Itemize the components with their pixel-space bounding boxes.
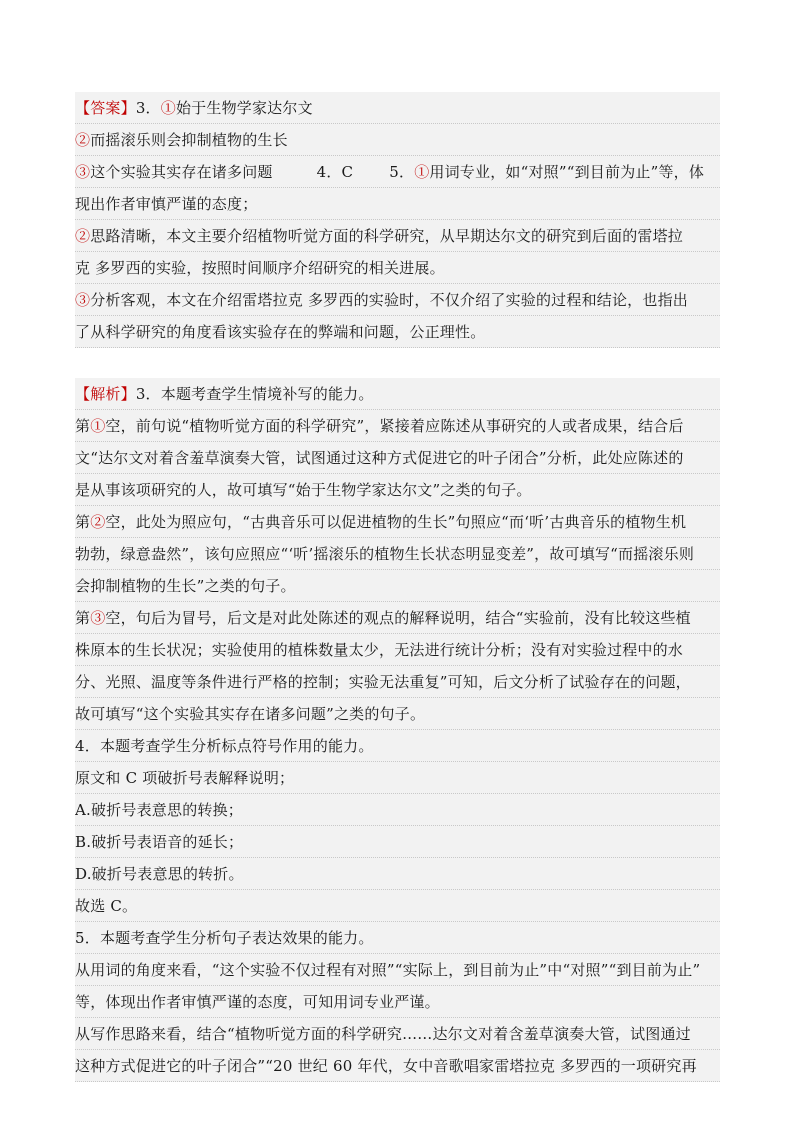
answer-q3-blank1: 始于生物学家达尔文 bbox=[175, 99, 313, 117]
analysis-text: 3．本题考查学生情境补写的能力。 bbox=[135, 385, 374, 403]
answer-q4: 4．C bbox=[316, 163, 354, 181]
analysis-text: 文“达尔文对着含羞草演奏大管，试图通过这种方式促进它的叶子闭合”分析，此处应陈述的 bbox=[75, 449, 684, 467]
analysis-text: 第 bbox=[75, 513, 91, 531]
circled-number-1: ① bbox=[90, 417, 106, 435]
circled-number-3: ③ bbox=[90, 609, 106, 627]
analysis-text: 原文和 C 项破折号表解释说明； bbox=[75, 769, 295, 787]
analysis-line-14 bbox=[75, 794, 720, 826]
circled-number-3: ③ bbox=[75, 291, 91, 309]
analysis-text: 空，句后为冒号，后文是对此处陈述的观点的解释说明，结合“实验前，没有比较这些植 bbox=[105, 609, 691, 627]
analysis-text: 故可填写“这个实验其实存在诸多问题”之类的句子。 bbox=[75, 705, 426, 723]
answer-q3-blank2: 而摇滚乐则会抑制植物的生长 bbox=[90, 131, 288, 149]
circled-number-2: ② bbox=[75, 227, 91, 245]
option-d-text: D.破折号表意思的转折。 bbox=[75, 865, 244, 883]
analysis-tag: 【解析】 bbox=[75, 385, 136, 403]
analysis-text: 第 bbox=[75, 417, 91, 435]
answer-text: 了从科学研究的角度看该实验存在的弊端和问题，公正理性。 bbox=[75, 323, 486, 341]
document-body bbox=[75, 92, 720, 1082]
analysis-line-3 bbox=[75, 442, 720, 474]
answer-q5-point1: 用词专业，如“对照”“到目前为止”等，体 bbox=[429, 163, 705, 181]
analysis-text: 第 bbox=[75, 609, 91, 627]
analysis-line-11 bbox=[75, 698, 720, 730]
analysis-line-6 bbox=[75, 538, 720, 570]
analysis-line-1 bbox=[75, 378, 720, 410]
answer-line-5 bbox=[75, 220, 720, 252]
circled-number-1: ① bbox=[414, 163, 430, 181]
analysis-text: 空，前句说“植物听觉方面的科学研究”，紧接着应陈述从事研究的人或者成果，结合后 bbox=[105, 417, 684, 435]
answer-line-8 bbox=[75, 316, 720, 348]
analysis-line-21 bbox=[75, 1018, 720, 1050]
circled-number-2: ② bbox=[90, 513, 106, 531]
analysis-line-5 bbox=[75, 506, 720, 538]
analysis-text: 是从事该项研究的人，故可填写“始于生物学家达尔文”之类的句子。 bbox=[75, 481, 532, 499]
analysis-text: 这种方式促进它的叶子闭合”“20 世纪 60 年代，女中音歌唱家雷塔拉克 多罗西的一项研究再 bbox=[75, 1057, 697, 1075]
analysis-text: 故选 C。 bbox=[75, 897, 138, 915]
answer-tag: 【答案】 bbox=[75, 99, 136, 117]
answer-text: 克 多罗西的实验，按照时间顺序介绍研究的相关进展。 bbox=[75, 259, 445, 277]
option-a-text: A.破折号表意思的转换； bbox=[75, 801, 244, 819]
answer-q5-point2: 思路清晰，本文主要介绍植物听觉方面的科学研究，从早期达尔文的研究到后面的雷塔拉 bbox=[90, 227, 684, 245]
circled-number-3: ③ bbox=[75, 163, 91, 181]
analysis-line-7 bbox=[75, 570, 720, 602]
analysis-line-20 bbox=[75, 986, 720, 1018]
analysis-text: 空，此处为照应句，“古典音乐可以促进植物的生长”句照应“而‘听’古典音乐的植物生机 bbox=[105, 513, 687, 531]
analysis-text: 从用词的角度来看，“这个实验不仅过程有对照”“实际上，到目前为止”中“对照”“到目前为止” bbox=[75, 961, 701, 979]
analysis-line-10 bbox=[75, 666, 720, 698]
analysis-text: 株原本的生长状况；实验使用的植株数量太少，无法进行统计分析；没有对实验过程中的水 bbox=[75, 641, 684, 659]
analysis-line-17 bbox=[75, 890, 720, 922]
analysis-line-22 bbox=[75, 1050, 720, 1082]
analysis-line-8 bbox=[75, 602, 720, 634]
analysis-line-13 bbox=[75, 762, 720, 794]
answer-text: 现出作者审慎严谨的态度； bbox=[75, 195, 258, 213]
answer-q5-point3: 分析客观，本文在介绍雷塔拉克 多罗西的实验时，不仅介绍了实验的过程和结论，也指出 bbox=[90, 291, 688, 309]
section-gap bbox=[75, 348, 720, 378]
analysis-line-4 bbox=[75, 474, 720, 506]
analysis-text: 5．本题考查学生分析句子表达效果的能力。 bbox=[75, 929, 374, 947]
answer-line-6 bbox=[75, 252, 720, 284]
analysis-line-12 bbox=[75, 730, 720, 762]
analysis-text: 会抑制植物的生长”之类的句子。 bbox=[75, 577, 296, 595]
analysis-line-16 bbox=[75, 858, 720, 890]
answer-q3-number: 3． bbox=[135, 99, 161, 117]
analysis-line-2 bbox=[75, 410, 720, 442]
analysis-text: 4．本题考查学生分析标点符号作用的能力。 bbox=[75, 737, 374, 755]
analysis-text: 勃勃，绿意盎然”，该句应照应“‘听’摇滚乐的植物生长状态明显变差”，故可填写“而摇滚乐则 bbox=[75, 545, 695, 563]
answer-q5-number: 5． bbox=[389, 163, 415, 181]
circled-number-2: ② bbox=[75, 131, 91, 149]
analysis-line-19 bbox=[75, 954, 720, 986]
analysis-text: 从写作思路来看，结合“植物听觉方面的科学研究……达尔文对着含羞草演奏大管，试图通过 bbox=[75, 1025, 691, 1043]
analysis-text: 等，体现出作者审慎严谨的态度，可知用词专业严谨。 bbox=[75, 993, 440, 1011]
answer-q3-blank3: 这个实验其实存在诸多问题 bbox=[90, 163, 273, 181]
answer-line-2 bbox=[75, 124, 720, 156]
analysis-line-9 bbox=[75, 634, 720, 666]
answer-line-1 bbox=[75, 92, 720, 124]
answer-line-4 bbox=[75, 188, 720, 220]
analysis-text: 分、光照、温度等条件进行严格的控制；实验无法重复”可知，后文分析了试验存在的问题， bbox=[75, 673, 691, 691]
circled-number-1: ① bbox=[160, 99, 176, 117]
option-b-text: B.破折号表语音的延长； bbox=[75, 833, 244, 851]
analysis-line-18 bbox=[75, 922, 720, 954]
answer-line-7 bbox=[75, 284, 720, 316]
analysis-line-15 bbox=[75, 826, 720, 858]
answer-line-3 bbox=[75, 156, 720, 188]
